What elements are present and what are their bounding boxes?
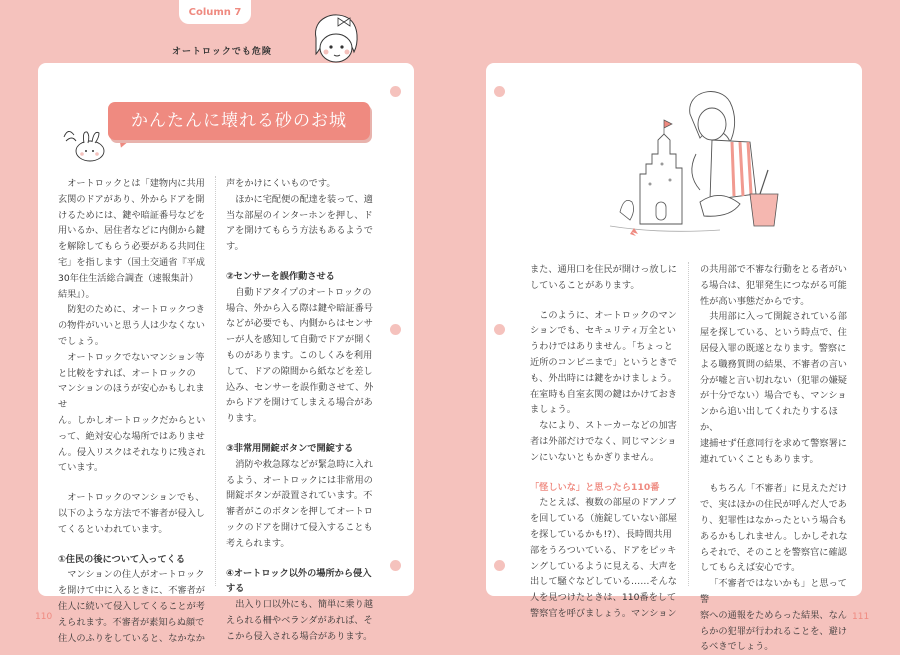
text-line: などが必要でも、内側からはセンサ xyxy=(226,318,373,330)
text-line: 察への通報をためらった結果、なん xyxy=(700,609,847,621)
text-line: 者は外部だけでなく、同じマンショ xyxy=(530,435,677,447)
text-line: 出入り口以外にも、簡単に乗り越 xyxy=(235,599,373,611)
text-line: を解除してもらう必要がある共同住 xyxy=(58,241,205,253)
text-line: の共用部で不審な行動をとる者がい xyxy=(700,264,847,275)
text-line: 審者がこのボタンを押してオートロ xyxy=(226,506,373,518)
section-heading-line: ③非常用開錠ボタンで開錠する xyxy=(226,442,354,454)
text-line: を回している（施錠していない部屋 xyxy=(530,513,677,525)
text-line xyxy=(530,466,680,480)
text-line: 近所のコンビニまで」というときで xyxy=(530,356,677,368)
text-line: えられる柵やベランダがあれば、そ xyxy=(226,614,373,626)
column-divider xyxy=(688,262,689,586)
section-heading-line: する xyxy=(226,583,245,595)
text-line: るよう、オートロックには非常用の xyxy=(226,474,373,486)
girl-head-illustration xyxy=(304,8,366,66)
text-line: 場合、外から入る際は鍵や暗証番号 xyxy=(226,302,373,314)
text-line: 出して騒ぐなどしている……そんな xyxy=(530,576,677,588)
text-line: を開けて中に入るときに、不審者が xyxy=(58,585,205,597)
text-line: 用いるか、居住者などに内側から鍵 xyxy=(58,225,205,237)
text-line: の物件がいいと思う人は少なくない xyxy=(58,320,205,332)
text-line: ーが人を感知して自動でドアが開く xyxy=(226,334,373,346)
section-heading-line: 「怪しいな」と思ったら110番 xyxy=(530,481,660,493)
left-column-2 xyxy=(226,176,378,645)
text-line: マンションのほうが安心かもしれませ xyxy=(58,383,205,411)
text-line: 30年住生活総合調査（速報集計） xyxy=(58,272,199,284)
text-line: 居侵入罪の既遂となります。警察に xyxy=(700,342,847,354)
text-line: うわけではありません。「ちょっと xyxy=(530,341,673,353)
text-line: 逮捕せず任意同行を求めて警察署に xyxy=(700,437,847,449)
column-divider xyxy=(215,176,216,586)
text-line: 分が嘘と言い切れない（犯罪の嫌疑 xyxy=(700,374,847,386)
text-line: また、通用口を住民が開けっ放しに xyxy=(530,264,677,275)
left-column-1 xyxy=(58,176,208,646)
text-line xyxy=(226,255,378,269)
text-line: るべきでしょう。 xyxy=(700,641,774,653)
text-line: たとえば、複数の部屋のドアノブ xyxy=(539,497,676,509)
text-line: ングしているように見える、大声を xyxy=(530,560,677,572)
text-line: って、絶対安心な場所ではありませ xyxy=(58,430,205,442)
text-line: り、犯罪性はなかったという場合も xyxy=(700,514,847,526)
binder-hole xyxy=(494,86,505,97)
binder-hole xyxy=(494,560,505,571)
text-line: このように、オートロックのマン xyxy=(539,309,677,321)
text-line: えられます。不審者が素知らぬ顔で xyxy=(58,616,205,628)
text-line xyxy=(58,476,208,490)
text-line: 在室時も自室玄関の鍵はかけておき xyxy=(530,388,677,400)
text-line: ものがあります。このしくみを利用 xyxy=(226,349,373,361)
text-line: 当な部屋のインターホンを押し、ド xyxy=(226,209,373,221)
text-line: で、実はほかの住民が呼んだ人であ xyxy=(700,499,847,511)
text-line: 自動ドアタイプのオートロックの xyxy=(235,286,372,298)
text-line: 結果』）。 xyxy=(58,288,95,300)
text-line: 込み、センサーを誤作動させて、外 xyxy=(226,381,374,393)
text-line: 性が高い事態だからです。 xyxy=(700,295,810,307)
text-line: 部をうろついている、ドアをピッキ xyxy=(530,544,677,556)
text-line: 防犯のために、オートロックつき xyxy=(67,304,205,316)
text-line: オートロックのマンションでも、 xyxy=(67,492,205,504)
text-line: こから侵入される場合があります。 xyxy=(226,630,373,642)
section-title-banner: かんたんに壊れる砂のお城 xyxy=(108,102,370,140)
text-line: も、外出時には鍵をかけましょう。 xyxy=(530,372,677,384)
text-line: あるかもしれません。しかしそれな xyxy=(700,530,848,542)
text-line: 屋を探している、という時点で、住 xyxy=(700,327,847,339)
bunny-doodle xyxy=(60,123,108,163)
text-line: なにより、ストーカーなどの加害 xyxy=(539,420,677,432)
text-line: でしょう。 xyxy=(58,335,104,347)
text-line: ています。 xyxy=(58,462,104,474)
text-line: 消防や救急隊などが緊急時に入れ xyxy=(235,458,373,470)
text-line: 人を見つけたときは、110番をして xyxy=(530,592,677,604)
page-number: 111 xyxy=(852,612,870,622)
text-line: よる職務質問の結果、不審者の言い xyxy=(700,358,847,370)
right-column-1 xyxy=(530,262,680,622)
text-line: してもらえば安心です。 xyxy=(700,562,801,574)
text-line xyxy=(530,294,680,308)
text-line: オートロックとは「建物内に共用 xyxy=(67,178,205,189)
right-column-2 xyxy=(700,262,852,655)
text-line xyxy=(226,552,378,566)
text-line: 連れていくこともあります。 xyxy=(700,453,819,465)
text-line: ンから追い出してくれたりするほか、 xyxy=(700,406,838,433)
binder-hole xyxy=(494,324,505,335)
text-line: 共用部に入って開錠されている部 xyxy=(709,311,847,323)
text-line: もちろん「不審者」に見えただけ xyxy=(709,483,847,495)
column-tab: Column 7 xyxy=(179,0,251,24)
text-line xyxy=(226,427,378,441)
text-line: ん。しかしオートロックだからとい xyxy=(58,414,206,426)
text-line: していることがあります。 xyxy=(530,279,640,291)
text-line: 開錠ボタンが設置されています。不 xyxy=(226,490,373,502)
binder-hole xyxy=(390,86,401,97)
text-line: アを開けてもらう方法もあるようです。 xyxy=(226,225,373,253)
text-line: けるためには、鍵や暗証番号などを xyxy=(58,209,205,221)
text-line: らかの犯罪が行われることを、避け xyxy=(700,625,847,637)
text-line xyxy=(700,467,852,481)
text-line: ションでも、セキュリティ万全とい xyxy=(530,325,676,337)
text-line: 以下のような方法で不審者が侵入し xyxy=(58,507,205,519)
text-line: 玄関のドアがあり、外からドアを開 xyxy=(58,193,205,205)
section-heading-line: ④オートロック以外の場所から侵入 xyxy=(226,567,372,579)
text-line: して、ドアの隙間から紙などを差し xyxy=(226,365,373,377)
text-line: からドアを開けてしまえる場合があ xyxy=(226,397,373,409)
text-line: 「不審者ではないかも」と思って警 xyxy=(700,578,847,605)
text-line: ックのドアを開けて侵入することも xyxy=(226,521,373,533)
text-line: が十分でない）場合でも、マンショ xyxy=(700,390,847,402)
text-line: 声をかけにくいものです。 xyxy=(226,178,336,189)
text-line: 住人のふりをしていると、なかなか xyxy=(58,632,205,644)
text-line xyxy=(58,538,208,552)
binder-hole xyxy=(390,560,401,571)
column-subtitle: オートロックでも危険 xyxy=(172,47,272,57)
section-heading-line: ①住民の後について入ってくる xyxy=(58,553,186,565)
text-line: オートロックでないマンション等 xyxy=(67,351,205,363)
text-line: ンにいないともかぎりません。 xyxy=(530,451,660,463)
text-line: と比較をすれば、オートロックの xyxy=(58,367,196,379)
text-line: らそれで、そのことを警察官に確認 xyxy=(700,546,847,558)
text-line: てくるといわれています。 xyxy=(58,523,168,535)
text-line: る場合は、犯罪発生につながる可能 xyxy=(700,279,847,291)
text-line: を探しているかも!?）、長時間共用 xyxy=(530,528,672,540)
text-line: 考えられます。 xyxy=(226,537,290,549)
section-heading-line: ②センサーを誤作動させる xyxy=(226,270,335,282)
text-line: ん。侵入リスクはそれなりに残され xyxy=(58,446,206,458)
binder-hole xyxy=(390,324,401,335)
text-line: 警察官を呼びましょう。マンション xyxy=(530,607,677,619)
text-line: ります。 xyxy=(226,413,263,425)
text-line: ましょう。 xyxy=(530,404,576,416)
text-line: 住人に続いて侵入してくることが考 xyxy=(58,600,205,612)
text-line: 宅」を指します（国土交通省『平成 xyxy=(58,256,205,268)
sandcastle-girl-illustration xyxy=(600,84,790,246)
text-line: マンションの住人がオートロック xyxy=(67,569,205,581)
page-number: 110 xyxy=(35,612,53,622)
text-line: ほかに宅配便の配達を装って、適 xyxy=(235,193,373,205)
